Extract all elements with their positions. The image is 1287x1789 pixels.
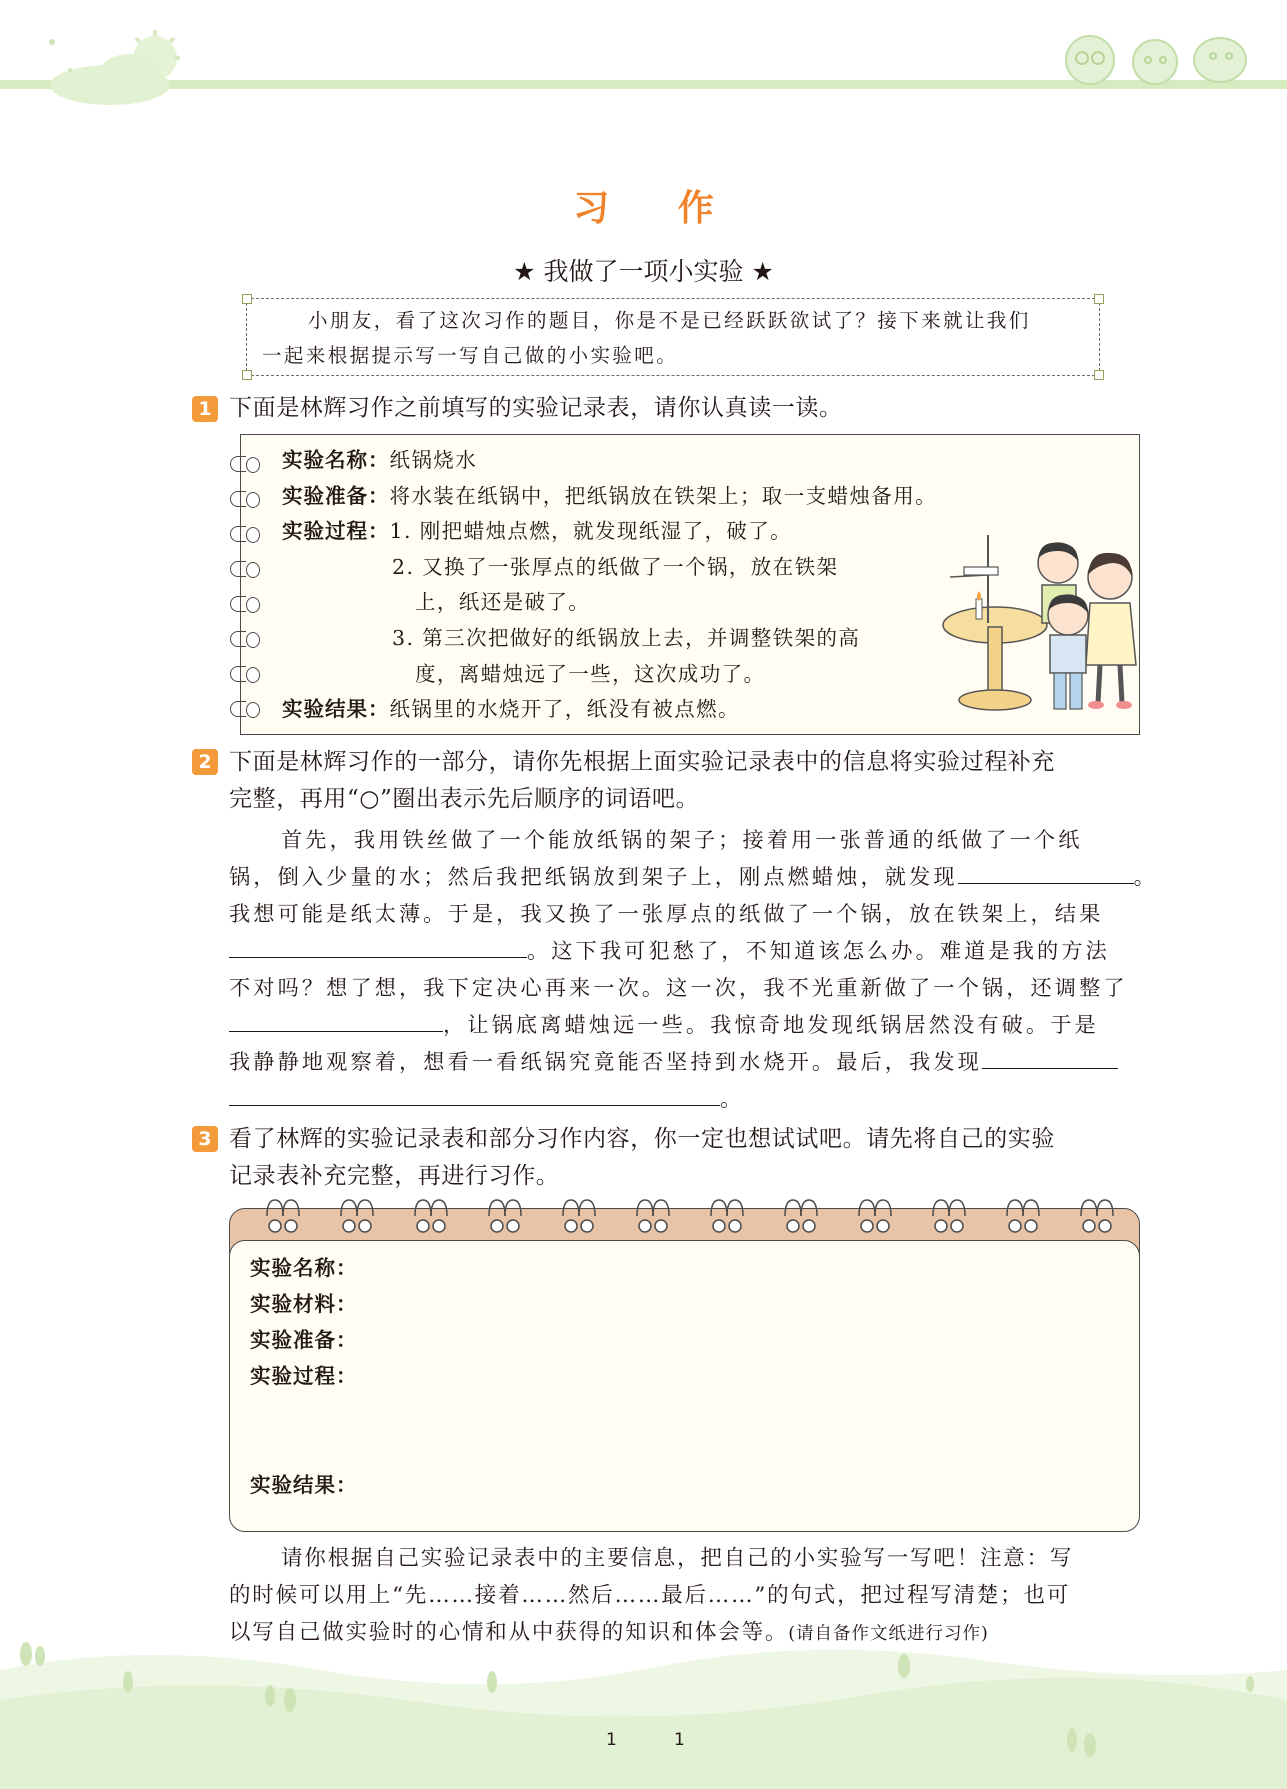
intro-line-2: 一起来根据提示写一写自己做的小实验吧。 [262,344,679,367]
record-name-label: 实验名称： [282,448,390,472]
page-number-left: 1 [606,1730,617,1750]
record-step-2a: 2. 又换了一张厚点的纸做了一个锅，放在铁架 [392,554,839,579]
intro-line-1: 小朋友，看了这次习作的题目，你是不是已经跃跃欲试了？接下来就让我们 [308,309,1031,332]
field-process-input[interactable] [370,1356,1120,1456]
question-3-badge: 3 [192,1126,218,1152]
kids-experiment-illustration [940,515,1140,720]
sun-cloud-decoration [40,30,180,105]
instructions-note: (请自备作文纸进行习作) [788,1624,989,1644]
essay-line-2: 锅，倒入少量的水；然后我把纸锅放到架子上，刚点燃蜡烛，就发现 。 [229,858,1169,895]
question-3-line-2: 记录表补充完整，再进行习作。 [229,1163,560,1189]
record-step-3a: 3. 第三次把做好的纸锅放上去，并调整铁架的高 [392,625,861,650]
field-name-label: 实验名称： [250,1256,358,1280]
page-number-right: 1 [674,1730,685,1750]
instructions-line-2: 的时候可以用上“先……接着……然后……最后……”的句式，把过程写清楚；也可 [229,1583,1071,1608]
question-2-badge: 2 [192,749,218,775]
record-result-label: 实验结果： [282,697,390,722]
question-3-text [229,1121,1169,1195]
field-name-input[interactable] [370,1248,1120,1282]
essay-line-8: 。 [229,1080,1169,1117]
essay-line-1: 首先，我用铁丝做了一个能放纸锅的架子；接着用一张普通的纸做了一个纸 [281,827,1083,852]
notebook-spiral-rings [255,1196,1125,1236]
answer-blank-3[interactable] [229,1009,443,1032]
question-1-text: 下面是林辉习作之前填写的实验记录表，请你认真读一读。 [229,395,843,421]
question-3-line-1: 看了林辉的实验记录表和部分习作内容，你一定也想试试吧。请先将自己的实验 [229,1126,1055,1152]
field-result-label: 实验结果： [250,1473,358,1497]
essay-line-3: 我想可能是纸太薄。于是，我又换了一张厚点的纸做了一个锅，放在铁架上，结果 [229,901,1104,926]
field-prep-input[interactable] [370,1320,1120,1354]
instructions-line-1: 请你根据自己实验记录表中的主要信息，把自己的小实验写一写吧！注意：写 [281,1546,1074,1571]
field-result-input[interactable] [370,1465,1120,1499]
field-material-label: 实验材料： [250,1292,358,1316]
page-title: 习 作 [573,188,742,229]
answer-blank-2[interactable] [229,935,527,958]
landscape-decoration [0,1630,1287,1789]
field-material-input[interactable] [370,1284,1120,1318]
answer-blank-5[interactable] [229,1083,720,1106]
record-content [282,443,937,728]
question-2-text [229,744,1169,818]
record-step-3b: 度，离蜡烛远了一些，这次成功了。 [415,661,766,686]
question-1-badge: 1 [192,396,218,422]
record-step-1: 1. 刚把蜡烛点燃，就发现纸湿了，破了。 [389,519,793,544]
record-prep-value: 将水装在纸锅中，把纸锅放在铁架上；取一支蜡烛备用。 [389,483,937,508]
field-prep-label: 实验准备： [250,1328,358,1352]
record-name-value: 纸锅烧水 [389,448,478,472]
record-result-value: 纸锅里的水烧开了，纸没有被点燃。 [389,697,740,722]
question-2-line-2: 完整，再用“○”圈出表示先后顺序的词语吧。 [229,786,700,812]
instructions-line-3: 以写自己做实验时的心情和从中获得的知识和体会等。 [229,1620,789,1645]
page-subtitle: ★ 我做了一项小实验 ★ [513,257,774,286]
record-prep-label: 实验准备： [282,483,390,508]
answer-blank-1[interactable] [958,861,1134,884]
notebook-rings [226,452,266,722]
record-step-2b: 上，纸还是破了。 [415,590,591,615]
essay-line-6: ，让锅底离蜡烛远一些。我惊奇地发现纸锅居然没有破。于是 [229,1006,1169,1043]
answer-blank-4[interactable] [982,1046,1118,1069]
essay-line-7: 我静静地观察着，想看一看纸锅究竟能否坚持到水烧开。最后，我发现 [229,1043,1169,1080]
animals-decoration [1055,22,1255,88]
question-2-line-1: 下面是林辉习作的一部分，请你先根据上面实验记录表中的信息将实验过程补充 [229,749,1055,775]
essay-line-4: 。这下我可犯愁了，不知道该怎么办。难道是我的方法 [229,932,1169,969]
record-process-label: 实验过程： [282,519,390,544]
intro-text [262,303,1092,373]
field-process-label: 实验过程： [250,1364,358,1388]
essay-line-5: 不对吗？想了想，我下定决心再来一次。这一次，我不光重新做了一个锅，还调整了 [229,975,1128,1000]
linhui-essay-excerpt [229,821,1169,1117]
